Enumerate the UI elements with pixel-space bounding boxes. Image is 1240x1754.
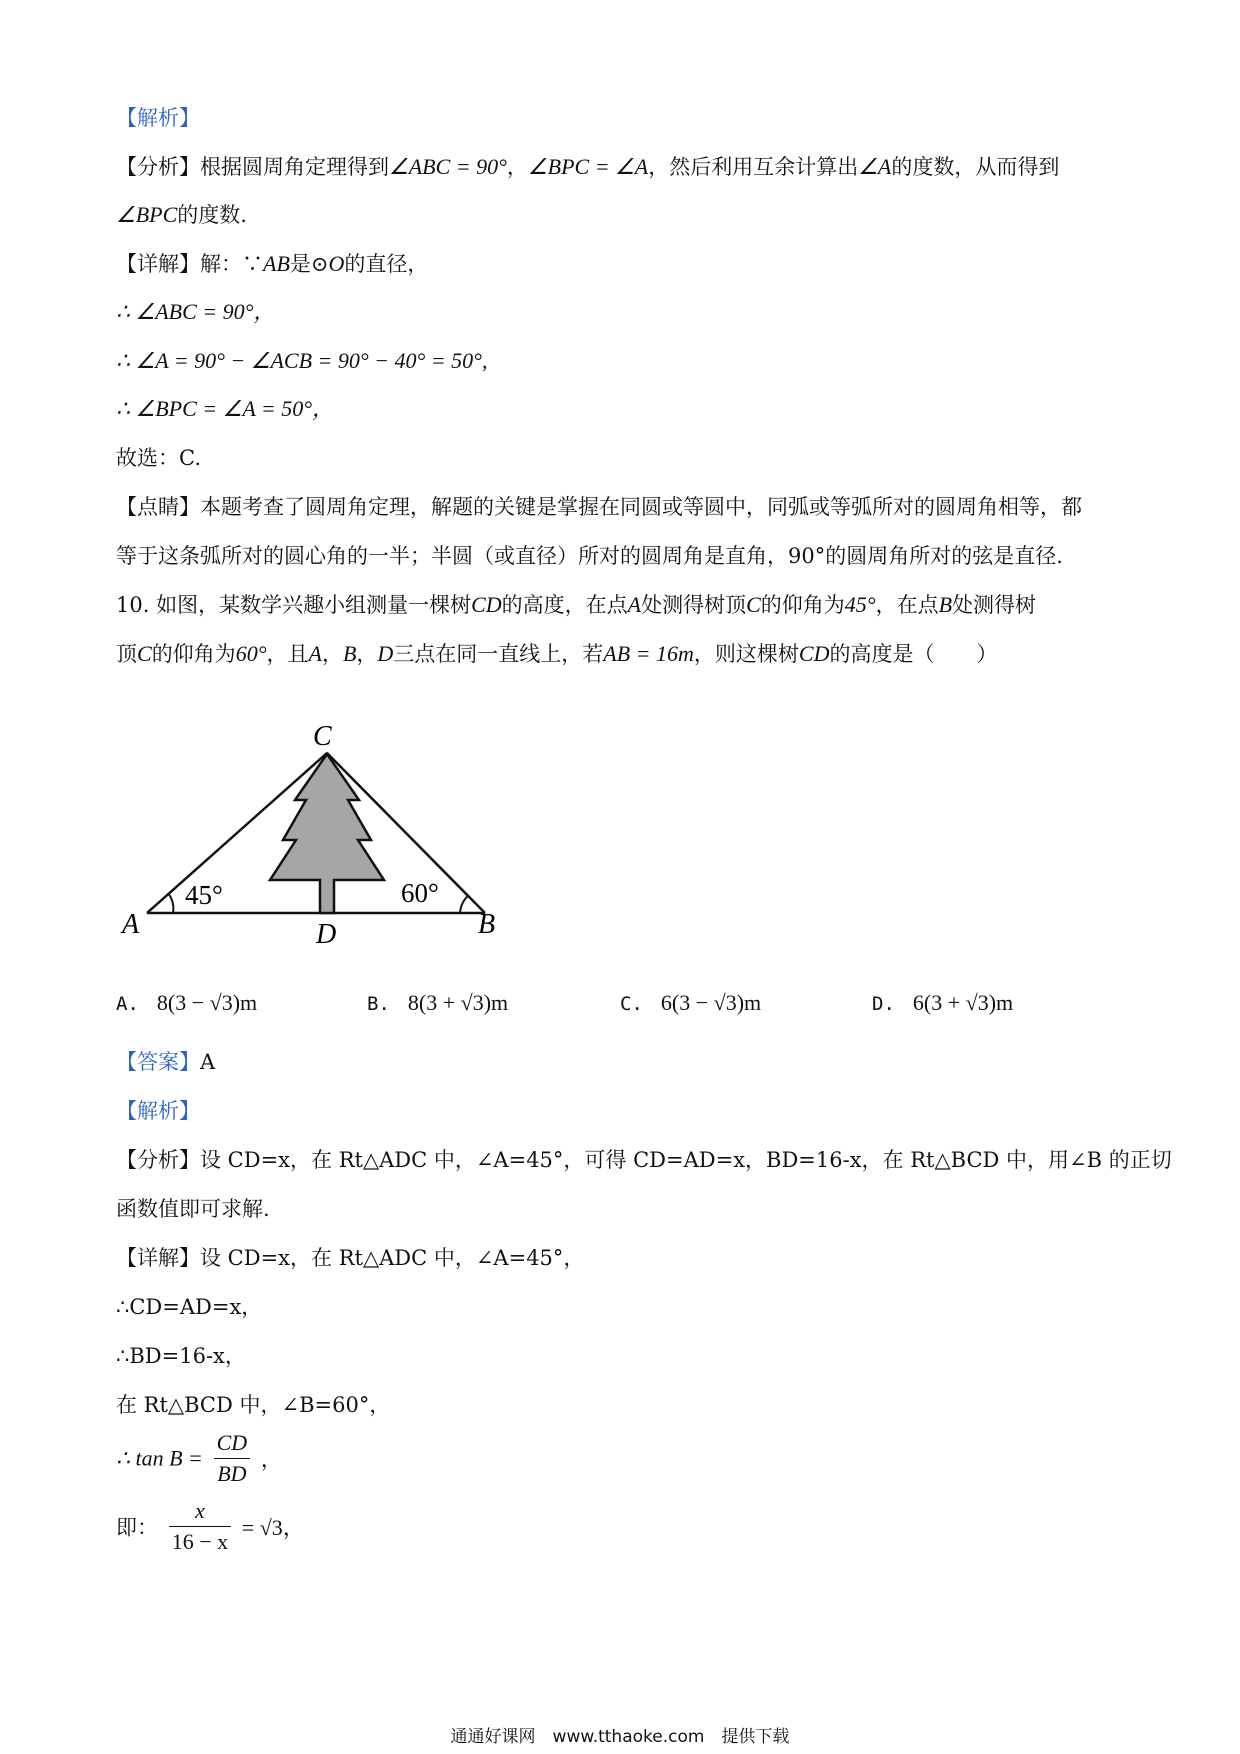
q10-text-j: ， (321, 642, 343, 666)
equation-prefix: 即： (116, 1515, 158, 1540)
q10-math-c2: C (137, 641, 152, 666)
angle-label-b: 60° (401, 878, 439, 908)
section-analysis-label-2: 【解析】 (116, 1099, 200, 1123)
analysis-text-4: 的度数，从而得到 (891, 155, 1060, 179)
option-c[interactable] (620, 990, 761, 1016)
option-d-letter: D. (872, 993, 895, 1015)
option-b[interactable] (367, 990, 508, 1016)
highlight-line-2: 等于这条弧所对的圆心角的一半；半圆（或直径）所对的圆周角是直角，90°的圆周角所对的弦是直径. (116, 544, 1063, 568)
option-a-letter: A. (116, 993, 139, 1015)
highlight-tag: 【点睛】 (116, 495, 200, 519)
q10-math-a: A (627, 592, 642, 617)
label-b: B (478, 909, 496, 940)
analysis2-text-1: 设 CD=x，在 Rt△ADC 中，∠A=45°，可得 CD=AD=x，BD=16-x，在 Rt△BCD 中，用∠B 的正切 (200, 1148, 1172, 1172)
option-b-expr: 8(3 + √3)m (407, 990, 509, 1015)
angle-arc-a (168, 893, 173, 913)
fraction-denominator-16-x: 16 − x (171, 1529, 229, 1554)
q10-text-e: ，在点 (875, 593, 939, 617)
solution-text-1: 解：∵ (200, 252, 263, 276)
tan-prefix: ∴ tan B = (116, 1445, 203, 1471)
analysis-math-2: ∠BPC = ∠A (527, 154, 649, 179)
solution2-text-1: 设 CD=x，在 Rt△ADC 中，∠A=45°， (200, 1246, 585, 1270)
option-b-letter: B. (367, 993, 390, 1015)
answer-line (116, 1047, 215, 1077)
option-a[interactable] (116, 990, 257, 1016)
answer-value: A (200, 1050, 216, 1074)
solution-text-3: 的直径， (344, 252, 429, 276)
option-a-expr: 8(3 − √3)m (156, 990, 258, 1015)
solution-text-2: 是⊙ (289, 252, 329, 276)
solution2-line-2: ∴CD=AD=x， (116, 1295, 263, 1319)
section-analysis-label: 【解析】 (116, 106, 200, 130)
solution2-tag: 【详解】 (116, 1246, 200, 1270)
analysis2-line-1 (116, 1145, 1172, 1175)
analysis2-line-2: 函数值即可求解. (116, 1197, 270, 1221)
solution2-line-1 (116, 1243, 584, 1273)
page-footer: 通通好课网 www.tthaoke.com 提供下载 (450, 1727, 790, 1747)
analysis-math-1: ∠ABC = 90° (389, 154, 507, 179)
solution-math-o: O (328, 251, 345, 276)
analysis-text-1: 根据圆周角定理得到 (200, 155, 389, 179)
solution2-line-4: 在 Rt△BCD 中，∠B=60°， (116, 1393, 391, 1417)
solution-choice: 故选：C. (116, 446, 201, 470)
solution-tag: 【详解】 (116, 252, 200, 276)
q10-text-a: 10. 如图，某数学兴趣小组测量一棵树 (116, 593, 472, 617)
analysis-text-3: ，然后利用互余计算出 (648, 155, 859, 179)
option-d-expr: 6(3 + √3)m (912, 990, 1014, 1015)
label-c: C (313, 721, 332, 752)
q10-text-m: ，则这棵树 (693, 642, 799, 666)
fraction-numerator-x: x (169, 1496, 231, 1527)
fraction-cd-bd (214, 1428, 251, 1489)
q10-math-ab16: AB = 16m (603, 641, 694, 666)
fraction-denominator-bd: BD (217, 1461, 247, 1486)
highlight-text-1: 本题考查了圆周角定理，解题的关键是掌握在同圆或等圆中，同弧或等弧所对的圆周角相等，都 (200, 495, 1082, 519)
analysis2-tag: 【分析】 (116, 1148, 200, 1172)
solution2-tan-line (116, 1428, 282, 1489)
q10-text-i: ，且 (266, 642, 309, 666)
angle-label-a: 45° (185, 880, 223, 910)
q10-text-b: 的高度，在点 (501, 593, 628, 617)
tan-suffix: ， (260, 1447, 282, 1472)
q10-text-d: 的仰角为 (760, 593, 845, 617)
q10-text-g: 顶 (116, 642, 137, 666)
answer-label: 【答案】 (116, 1050, 200, 1074)
q10-text-k: ， (356, 642, 378, 666)
fraction-x-16 (169, 1496, 231, 1557)
q10-text-c: 处测得树顶 (641, 593, 747, 617)
solution2-line-3: ∴BD=16-x， (116, 1344, 246, 1368)
option-d[interactable] (872, 990, 1013, 1016)
option-c-expr: 6(3 − √3)m (660, 990, 762, 1015)
q10-math-45: 45° (844, 592, 876, 617)
q10-text-f: 处测得树 (952, 593, 1037, 617)
q10-math-cd: CD (471, 592, 502, 617)
tree-icon (270, 754, 384, 913)
q10-text-l: 三点在同一直线上，若 (393, 642, 604, 666)
analysis-text-2: ， (506, 155, 528, 179)
analysis-math-3: ∠A (858, 154, 892, 179)
q10-math-c: C (746, 592, 761, 617)
analysis-tag: 【分析】 (116, 155, 200, 179)
solution2-equation-line (116, 1496, 305, 1557)
label-a: A (122, 909, 140, 940)
q10-math-b: B (938, 592, 953, 617)
label-d: D (316, 919, 337, 950)
solution-step-2: ∴ ∠A = 90° − ∠ACB = 90° − 40° = 50°, (116, 348, 488, 373)
equation-suffix: = √3， (241, 1515, 305, 1540)
angle-arc-b (460, 895, 469, 913)
fraction-numerator-cd: CD (214, 1428, 251, 1459)
q10-text-h: 的仰角为 (151, 642, 236, 666)
q10-math-d: D (377, 641, 394, 666)
analysis-math-4: ∠BPC (116, 202, 178, 227)
q10-math-60: 60° (235, 641, 267, 666)
solution-math-ab: AB (263, 251, 290, 276)
q10-math-cd2: CD (798, 641, 830, 666)
analysis-text-5: 的度数. (177, 203, 247, 227)
q10-math-b2: B (342, 641, 357, 666)
solution-step-3: ∴ ∠BPC = ∠A = 50°， (116, 396, 335, 421)
option-c-letter: C. (620, 993, 643, 1015)
q10-text-n: 的高度是（ ） (829, 642, 998, 666)
solution-step-1: ∴ ∠ABC = 90°， (116, 299, 276, 324)
q10-math-a2: A (308, 641, 322, 666)
